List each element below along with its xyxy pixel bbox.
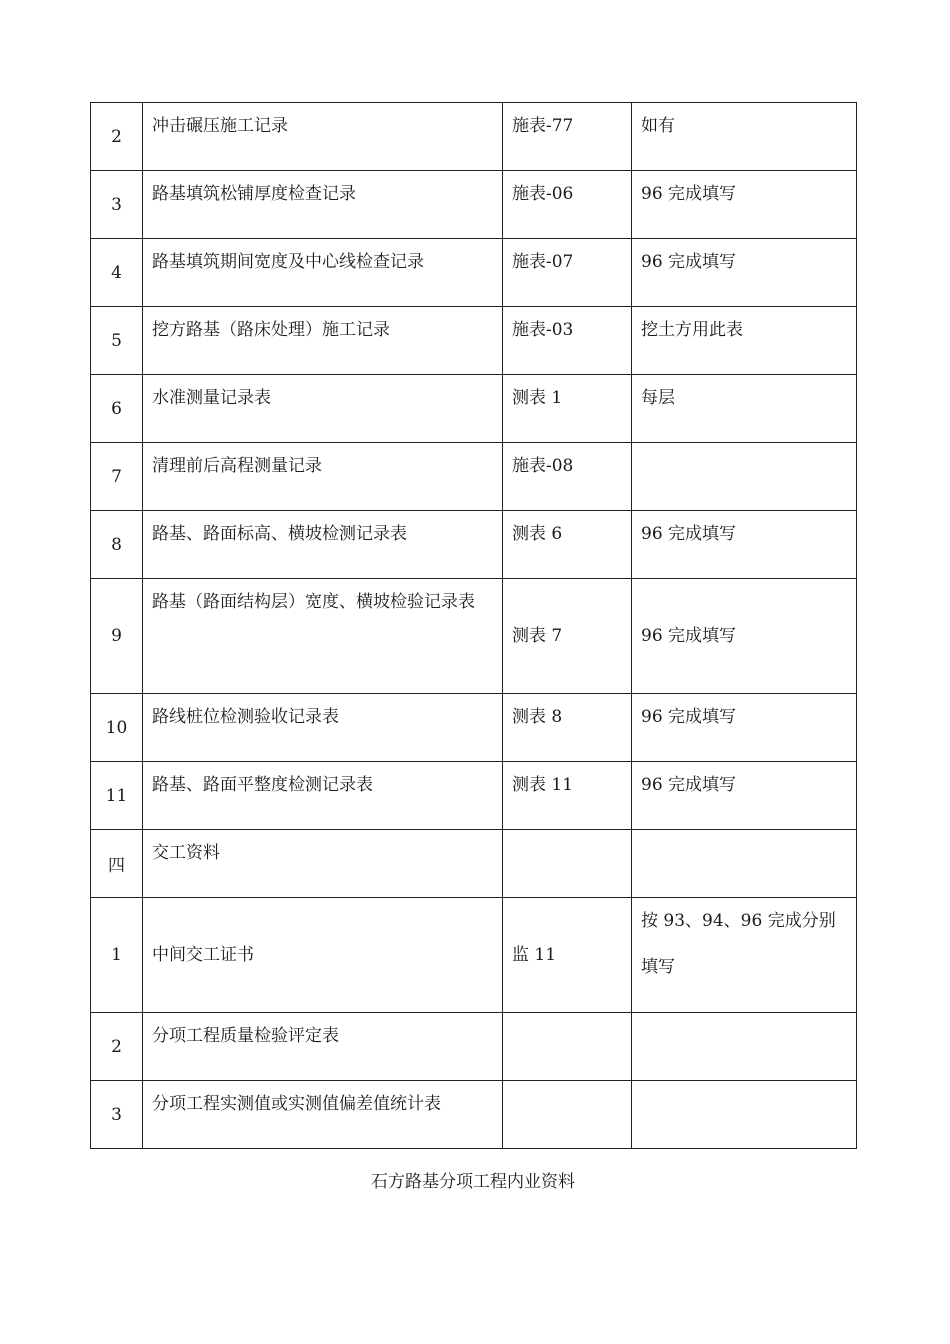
form-code: 施表-08 [503,443,632,511]
remark: 96 完成填写 [632,579,857,694]
remark: 96 完成填写 [632,171,857,239]
row-number: 2 [91,103,143,171]
table-row [91,307,857,375]
table-row [91,898,857,1013]
form-code: 测表 1 [503,375,632,443]
remark: 96 完成填写 [632,239,857,307]
page-caption: 石方路基分项工程内业资料 [371,1172,575,1192]
record-name: 路线桩位检测验收记录表 [143,694,503,762]
form-code [503,830,632,898]
remark [632,1013,857,1081]
remark: 96 完成填写 [632,511,857,579]
row-number: 3 [91,1081,143,1149]
record-name: 路基、路面平整度检测记录表 [143,762,503,830]
form-code [503,1013,632,1081]
form-code: 施表-03 [503,307,632,375]
form-code [503,1081,632,1149]
record-name: 路基填筑期间宽度及中心线检查记录 [143,239,503,307]
record-name: 水准测量记录表 [143,375,503,443]
table-row [91,239,857,307]
row-number: 8 [91,511,143,579]
row-number: 11 [91,762,143,830]
row-number: 7 [91,443,143,511]
table-row [91,694,857,762]
record-name: 冲击碾压施工记录 [143,103,503,171]
section-row [91,830,857,898]
section-number: 四 [91,830,143,898]
table-row [91,171,857,239]
record-name: 路基、路面标高、横坡检测记录表 [143,511,503,579]
remark [632,443,857,511]
record-name: 分项工程质量检验评定表 [143,1013,503,1081]
remark [632,898,857,1013]
table-row [91,1081,857,1149]
record-name: 路基填筑松铺厚度检查记录 [143,171,503,239]
table-row [91,579,857,694]
form-code: 施表-07 [503,239,632,307]
record-name: 中间交工证书 [143,898,503,1013]
row-number: 6 [91,375,143,443]
records-table [90,102,857,1149]
row-number: 3 [91,171,143,239]
row-number: 2 [91,1013,143,1081]
remark: 每层 [632,375,857,443]
record-name: 清理前后高程测量记录 [143,443,503,511]
remark: 挖土方用此表 [632,307,857,375]
table-row [91,443,857,511]
row-number: 4 [91,239,143,307]
remark: 如有 [632,103,857,171]
form-code: 测表 8 [503,694,632,762]
record-name [143,579,503,694]
record-name-text: 路基（路面结构层）宽度、横坡检验记录表 [152,592,475,612]
form-code: 测表 11 [503,762,632,830]
form-code: 测表 6 [503,511,632,579]
row-number: 1 [91,898,143,1013]
form-code: 测表 7 [503,579,632,694]
row-number: 5 [91,307,143,375]
table-row [91,762,857,830]
remark: 96 完成填写 [632,694,857,762]
remark-text: 按 93、94、96 完成分别填写 [641,911,836,977]
table-row [91,375,857,443]
record-name: 分项工程实测值或实测值偏差值统计表 [143,1081,503,1149]
remark [632,1081,857,1149]
remark [632,830,857,898]
table-row [91,1013,857,1081]
table-row [91,511,857,579]
record-name: 挖方路基（路床处理）施工记录 [143,307,503,375]
form-code: 施表-77 [503,103,632,171]
form-code: 监 11 [503,898,632,1013]
row-number: 9 [91,579,143,694]
remark: 96 完成填写 [632,762,857,830]
section-title: 交工资料 [143,830,503,898]
form-code: 施表-06 [503,171,632,239]
table-row [91,103,857,171]
row-number: 10 [91,694,143,762]
